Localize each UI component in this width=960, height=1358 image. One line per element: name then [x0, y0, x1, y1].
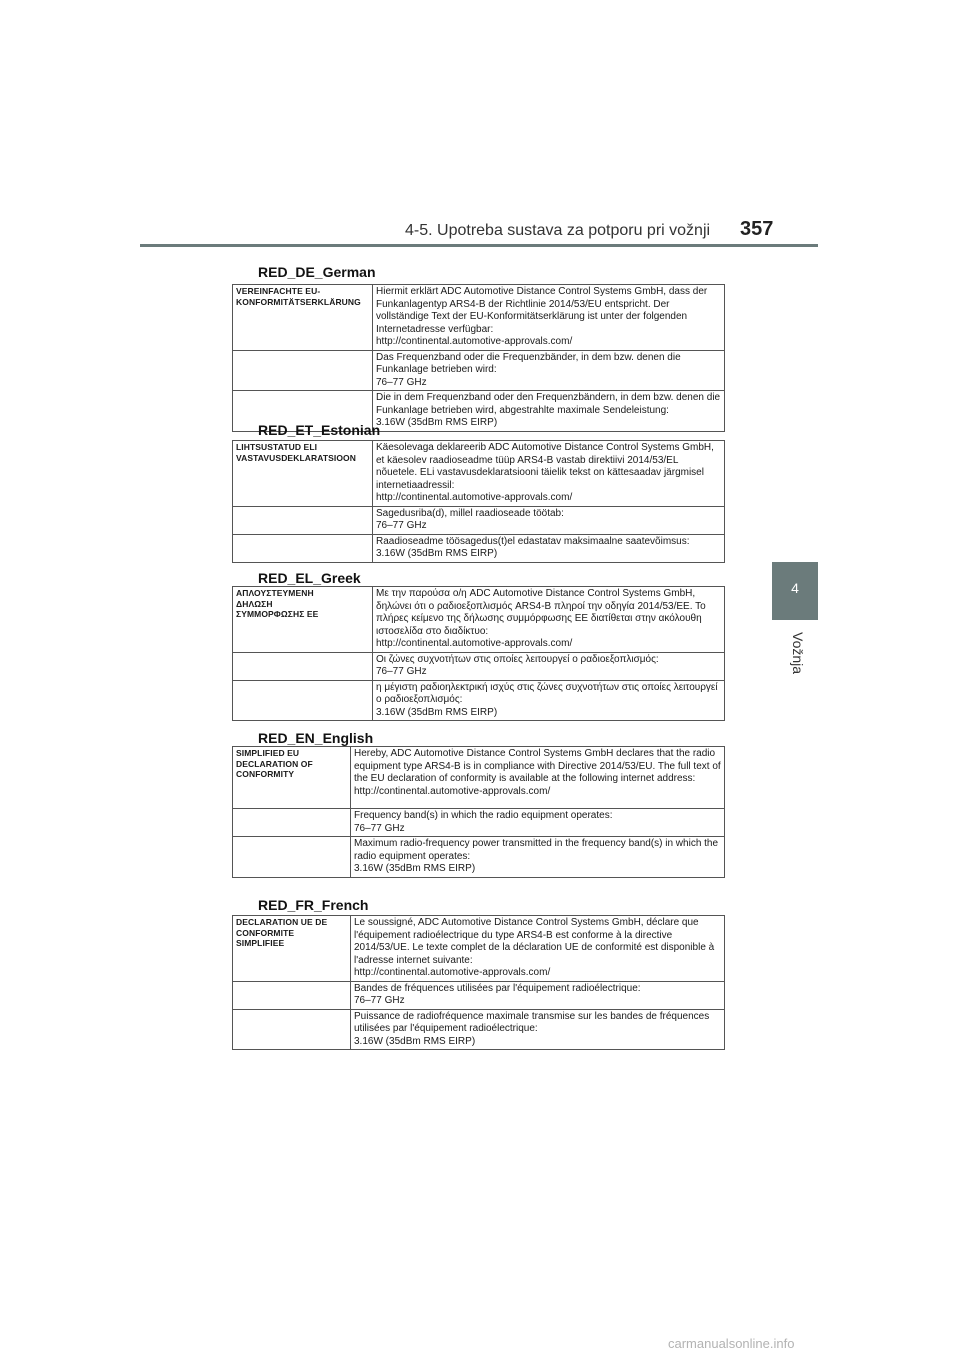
table-row [233, 652, 725, 680]
empty-label-cell [233, 981, 351, 1009]
declaration-table-german [232, 284, 725, 432]
declaration-table-estonian [232, 440, 725, 563]
table-row [233, 285, 725, 351]
table-row [233, 747, 725, 809]
table-row [233, 506, 725, 534]
frequency-band-cell: Sagedusriba(d), millel raadioseade töötab: 76–77 GHz [373, 506, 725, 534]
declaration-text-cell: Hiermit erklärt ADC Automotive Distance Control Systems GmbH, dass der Funkanlagentyp ARS4-B der Richtlinie 2014/53/EU entspricht. Der vollständige Text der EU-Konformitätserklärung ist unter der folgenden Internetadresse verfügbar: http://continental.automotive-approvals.com/ [373, 285, 725, 351]
declaration-title-cell: SIMPLIFIED EU DECLARATION OF CONFORMITY [233, 747, 351, 809]
table-row [233, 981, 725, 1009]
frequency-band-cell: Das Frequenzband oder die Frequenzbänder, in dem bzw. denen die Funkanlage betrieben wird: 76–77 GHz [373, 350, 725, 391]
declaration-title-cell: VEREINFACHTE EU- KONFORMITÄTSERKLÄRUNG [233, 285, 373, 351]
max-power-cell: η μέγιστη ραδιοηλεκτρική ισχύς στις ζώνες συχνοτήτων στις οποίες λειτουργεί ο ραδιοεξοπλισμός: 3.16W (35dBm RMS EIRP) [373, 680, 725, 721]
section-heading-greek: RED_EL_Greek [258, 570, 361, 586]
table-row [233, 1009, 725, 1050]
max-power-cell: Maximum radio-frequency power transmitted in the frequency band(s) in which the radio equipment operates: 3.16W (35dBm RMS EIRP) [351, 837, 725, 878]
page-number: 357 [740, 218, 774, 240]
watermark: carmanualsonline.info [668, 1336, 795, 1351]
table-row [233, 680, 725, 721]
declaration-table-french [232, 915, 725, 1050]
header-divider [140, 244, 818, 247]
declaration-text-cell: Le soussigné, ADC Automotive Distance Control Systems GmbH, déclare que l'équipement radioélectrique du type ARS4-B est conforme à la directive 2014/53/UE. Le texte complet de la déclaration UE de conformité est disponible à l'adresse internet suivante: http://continental.automotive-approvals.com/ [351, 916, 725, 982]
declaration-title-cell: LIHTSUSTATUD ELI VASTAVUSDEKLARATSIOON [233, 441, 373, 507]
table-row [233, 809, 725, 837]
empty-label-cell [233, 809, 351, 837]
declaration-title-cell: ΑΠΛΟΥΣΤΕΥΜΕΝΗ ΔΗΛΩΣΗ ΣΥΜΜΟΡΦΩΣΗΣ ΕΕ [233, 587, 373, 653]
section-heading-estonian: RED_ET_Estonian [258, 422, 381, 438]
section-heading-german: RED_DE_German [258, 264, 376, 280]
table-row [233, 534, 725, 562]
chapter-tab[interactable] [772, 562, 818, 620]
section-heading-french: RED_FR_French [258, 897, 369, 913]
max-power-cell: Die in dem Frequenzband oder den Frequenzbändern, in dem bzw. denen die Funkanlage betrieben wird, abgestrahlte maximale Sendeleistung: 3.16W (35dBm RMS EIRP) [373, 391, 725, 432]
empty-label-cell [233, 1009, 351, 1050]
frequency-band-cell: Bandes de fréquences utilisées par l'équipement radioélectrique: 76–77 GHz [351, 981, 725, 1009]
section-title: 4-5. Upotreba sustava za potporu pri vožnji [405, 222, 711, 239]
table-row [233, 350, 725, 391]
frequency-band-cell: Frequency band(s) in which the radio equipment operates: 76–77 GHz [351, 809, 725, 837]
table-row [233, 916, 725, 982]
frequency-band-cell: Οι ζώνες συχνοτήτων στις οποίες λειτουργεί ο ραδιοεξοπλισμός: 76–77 GHz [373, 652, 725, 680]
empty-label-cell [233, 837, 351, 878]
empty-label-cell [233, 350, 373, 391]
empty-label-cell [233, 652, 373, 680]
declaration-table-greek [232, 586, 725, 721]
declaration-title-cell: DECLARATION UE DE CONFORMITE SIMPLIFIEE [233, 916, 351, 982]
table-row [233, 587, 725, 653]
table-row [233, 837, 725, 878]
chapter-number: 4 [791, 580, 799, 596]
table-row [233, 441, 725, 507]
empty-label-cell [233, 506, 373, 534]
declaration-text-cell: Hereby, ADC Automotive Distance Control Systems GmbH declares that the radio equipment type ARS4-B is in compliance with Directive 2014/53/EU. The full text of the EU declaration of conformity is available at the following internet address: http://continental.automotive-approvals.com/ [351, 747, 725, 809]
declaration-table-english [232, 746, 725, 878]
declaration-text-cell: Με την παρούσα ο/η ADC Automotive Distance Control Systems GmbH, δηλώνει ότι ο ραδιοεξοπλισμός ARS4-B πληροί την οδηγία 2014/53/ΕΕ. Το πλήρες κείμενο της δήλωσης συμμόρφωσης ΕΕ διατίθεται στην ακόλουθη ιστοσελίδα στο διαδίκτυο: http://continental.automotive-approvals.com/ [373, 587, 725, 653]
max-power-cell: Raadioseadme töösagedus(t)el edastatav maksimaalne saatevõimsus: 3.16W (35dBm RMS EIRP) [373, 534, 725, 562]
empty-label-cell [233, 534, 373, 562]
empty-label-cell [233, 680, 373, 721]
max-power-cell: Puissance de radiofréquence maximale transmise sur les bandes de fréquences utilisées par l'équipement radioélectrique: 3.16W (35dBm RMS EIRP) [351, 1009, 725, 1050]
section-heading-english: RED_EN_English [258, 730, 374, 746]
declaration-text-cell: Käesolevaga deklareerib ADC Automotive Distance Control Systems GmbH, et käesolev raadioseadme tüüp ARS4-B vastab direktiivi 2014/53/EL nõuetele. ELi vastavusdeklaratsiooni täielik tekst on kättesaadav järgmisel internetiaadressil: http://continental.automotive-approvals.com/ [373, 441, 725, 507]
chapter-label: Vožnja [790, 632, 806, 675]
